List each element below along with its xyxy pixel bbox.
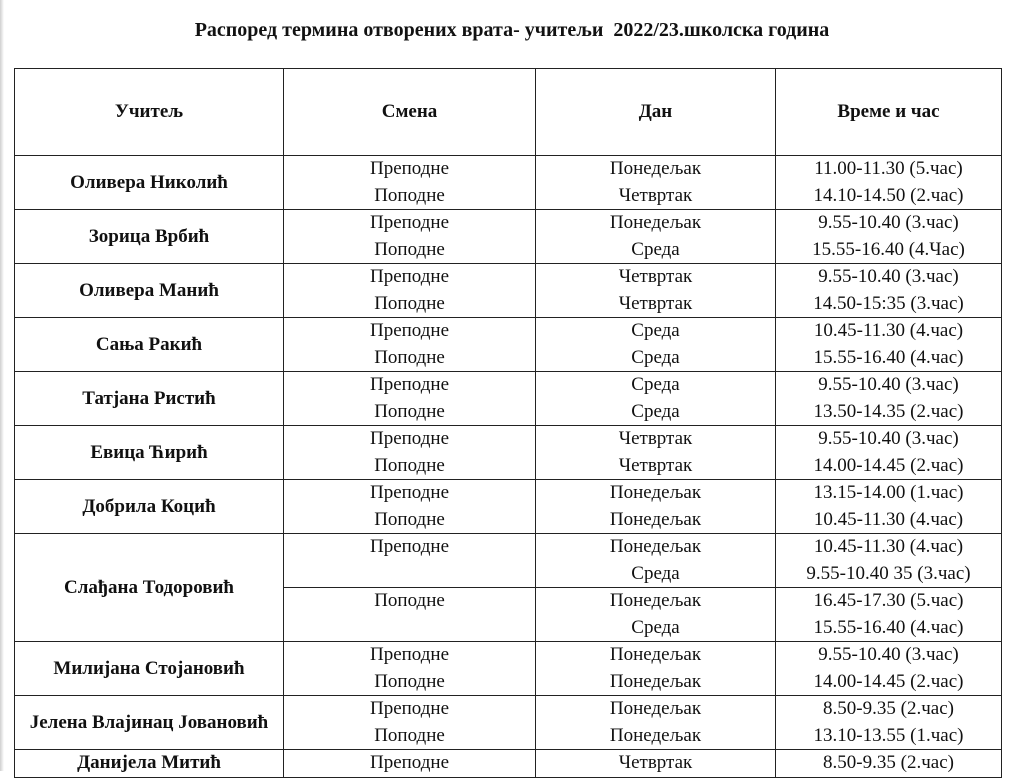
shift-cell bbox=[284, 750, 536, 778]
day-cell bbox=[536, 372, 776, 426]
shift-line: Преподне bbox=[369, 428, 450, 449]
schedule-table bbox=[14, 68, 1002, 778]
table-row bbox=[15, 372, 1002, 426]
teacher-name-cell: Слађана Тодоровић bbox=[15, 534, 284, 642]
time-line: 14.50-15:35 (3.час) bbox=[813, 292, 964, 314]
table-row bbox=[15, 750, 1002, 778]
day-line: Четвртак bbox=[618, 292, 693, 314]
time-cell bbox=[776, 750, 1002, 778]
teacher-name-cell: Оливера Манић bbox=[15, 264, 284, 318]
time-line: 10.45-11.30 (4.час) bbox=[813, 536, 964, 557]
shift-cell bbox=[284, 372, 536, 426]
table-row bbox=[15, 642, 1002, 696]
day-line: Четвртак bbox=[618, 266, 693, 287]
day-cell bbox=[536, 750, 776, 778]
table-row bbox=[15, 696, 1002, 750]
time-line: 9.55-10.40 (3.час) bbox=[818, 374, 959, 395]
day-cell bbox=[536, 156, 776, 210]
shift-cell bbox=[284, 210, 536, 264]
time-line: 14.00-14.45 (2.час) bbox=[813, 670, 964, 692]
shift-line: Поподне bbox=[374, 590, 445, 611]
shift-line: Преподне bbox=[369, 158, 450, 179]
shift-line: Поподне bbox=[374, 400, 445, 422]
teacher-name-cell: Јелена Влајинац Јовановић bbox=[15, 696, 284, 750]
day-line: Четвртак bbox=[618, 184, 693, 206]
day-line: Среда bbox=[631, 346, 680, 368]
day-cell bbox=[536, 534, 776, 588]
header-teacher: Учитељ bbox=[15, 69, 284, 156]
day-cell bbox=[536, 696, 776, 750]
day-line: Четвртак bbox=[618, 428, 693, 449]
shift-line: Поподне bbox=[374, 670, 445, 692]
time-line: 9.55-10.40 (3.час) bbox=[818, 266, 959, 287]
shift-line: Преподне bbox=[369, 698, 450, 719]
shift-line: Поподне bbox=[374, 454, 445, 476]
time-line: 13.50-14.35 (2.час) bbox=[813, 400, 964, 422]
day-line: Понедељак bbox=[609, 590, 702, 611]
header-shift: Смена bbox=[284, 69, 536, 156]
header-time: Време и час bbox=[776, 69, 1002, 156]
teacher-name-cell: Данијела Митић bbox=[15, 750, 284, 778]
day-cell bbox=[536, 480, 776, 534]
day-line: Среда bbox=[631, 562, 680, 584]
teacher-name-cell: Евица Ћирић bbox=[15, 426, 284, 480]
time-line: 9.55-10.40 (3.час) bbox=[818, 212, 959, 233]
teacher-name-cell: Татјана Ристић bbox=[15, 372, 284, 426]
shift-line: Поподне bbox=[374, 508, 445, 530]
shift-line: Поподне bbox=[374, 184, 445, 206]
time-line: 14.00-14.45 (2.час) bbox=[813, 454, 964, 476]
table-row bbox=[15, 318, 1002, 372]
shift-cell bbox=[284, 426, 536, 480]
time-line: 15.55-16.40 (4.час) bbox=[813, 616, 964, 638]
shift-cell bbox=[284, 588, 536, 642]
time-cell bbox=[776, 318, 1002, 372]
time-cell bbox=[776, 480, 1002, 534]
day-cell bbox=[536, 264, 776, 318]
teacher-name-cell: Милијана Стојановић bbox=[15, 642, 284, 696]
time-cell bbox=[776, 426, 1002, 480]
time-line: 10.45-11.30 (4.час) bbox=[813, 508, 964, 530]
shift-cell bbox=[284, 264, 536, 318]
time-cell bbox=[776, 588, 1002, 642]
shift-cell bbox=[284, 156, 536, 210]
time-cell bbox=[776, 642, 1002, 696]
time-line: 9.55-10.40 (3.час) bbox=[818, 644, 959, 665]
shift-line: Преподне bbox=[369, 266, 450, 287]
schedule-body bbox=[15, 156, 1002, 778]
day-line: Понедељак bbox=[609, 698, 702, 719]
shift-line: Преподне bbox=[369, 374, 450, 395]
day-line: Понедељак bbox=[609, 670, 702, 692]
day-line: Среда bbox=[631, 616, 680, 638]
day-line: Понедељак bbox=[609, 536, 702, 557]
time-line: 8.50-9.35 (2.час) bbox=[823, 752, 954, 773]
time-line: 8.50-9.35 (2.час) bbox=[823, 698, 954, 719]
time-line: 15.55-16.40 (4.час) bbox=[813, 346, 964, 368]
time-line: 15.55-16.40 (4.Час) bbox=[812, 238, 965, 260]
day-line: Понедељак bbox=[609, 212, 702, 233]
page-edge-shadow bbox=[0, 0, 4, 771]
day-line: Среда bbox=[631, 238, 680, 260]
day-cell bbox=[536, 318, 776, 372]
shift-cell bbox=[284, 318, 536, 372]
shift-line: Преподне bbox=[369, 212, 450, 233]
teacher-name-cell: Сања Ракић bbox=[15, 318, 284, 372]
shift-line bbox=[284, 561, 535, 588]
teacher-name-cell: Оливера Николић bbox=[15, 156, 284, 210]
shift-line: Преподне bbox=[369, 482, 450, 503]
time-line: 11.00-11.30 (5.час) bbox=[814, 158, 963, 179]
table-row bbox=[15, 426, 1002, 480]
day-line: Понедељак bbox=[609, 158, 702, 179]
day-cell bbox=[536, 426, 776, 480]
teacher-name-cell: Добрила Коцић bbox=[15, 480, 284, 534]
document-title: Распоред термина отворених врата- учитељи 2022/23.школска година bbox=[194, 19, 830, 41]
time-cell bbox=[776, 156, 1002, 210]
day-line: Четвртак bbox=[618, 454, 693, 476]
header-day: Дан bbox=[536, 69, 776, 156]
day-line: Понедељак bbox=[609, 482, 702, 503]
table-row bbox=[15, 210, 1002, 264]
shift-cell bbox=[284, 534, 536, 588]
day-line: Понедељак bbox=[609, 508, 702, 530]
time-cell bbox=[776, 372, 1002, 426]
time-line: 9.55-10.40 35 (3.час) bbox=[806, 562, 971, 584]
shift-line: Поподне bbox=[374, 346, 445, 368]
day-line: Среда bbox=[631, 320, 680, 341]
shift-cell bbox=[284, 696, 536, 750]
day-cell bbox=[536, 210, 776, 264]
day-cell bbox=[536, 642, 776, 696]
time-cell bbox=[776, 696, 1002, 750]
day-line: Среда bbox=[631, 374, 680, 395]
shift-line: Преподне bbox=[369, 536, 450, 557]
table-row bbox=[15, 480, 1002, 534]
shift-line: Поподне bbox=[374, 238, 445, 260]
shift-line: Преподне bbox=[369, 320, 450, 341]
table-row bbox=[15, 156, 1002, 210]
time-line: 14.10-14.50 (2.час) bbox=[813, 184, 964, 206]
shift-line: Преподне bbox=[369, 752, 450, 773]
time-cell bbox=[776, 534, 1002, 588]
table-row bbox=[15, 264, 1002, 318]
shift-line bbox=[284, 615, 535, 642]
shift-cell bbox=[284, 480, 536, 534]
time-line: 13.10-13.55 (1.час) bbox=[813, 724, 964, 746]
table-row bbox=[15, 534, 1002, 588]
day-line: Понедељак bbox=[609, 644, 702, 665]
header-row bbox=[15, 69, 1002, 156]
day-line: Понедељак bbox=[609, 724, 702, 746]
shift-line: Преподне bbox=[369, 644, 450, 665]
time-cell bbox=[776, 210, 1002, 264]
shift-line: Поподне bbox=[374, 292, 445, 314]
time-line: 13.15-14.00 (1.час) bbox=[813, 482, 964, 503]
time-line: 16.45-17.30 (5.час) bbox=[813, 590, 964, 611]
teacher-name-cell: Зорица Врбић bbox=[15, 210, 284, 264]
shift-cell bbox=[284, 642, 536, 696]
day-cell bbox=[536, 588, 776, 642]
time-cell bbox=[776, 264, 1002, 318]
time-line: 9.55-10.40 (3.час) bbox=[818, 428, 959, 449]
day-line: Четвртак bbox=[618, 752, 693, 773]
shift-line: Поподне bbox=[374, 724, 445, 746]
day-line: Среда bbox=[631, 400, 680, 422]
time-line: 10.45-11.30 (4.час) bbox=[813, 320, 964, 341]
